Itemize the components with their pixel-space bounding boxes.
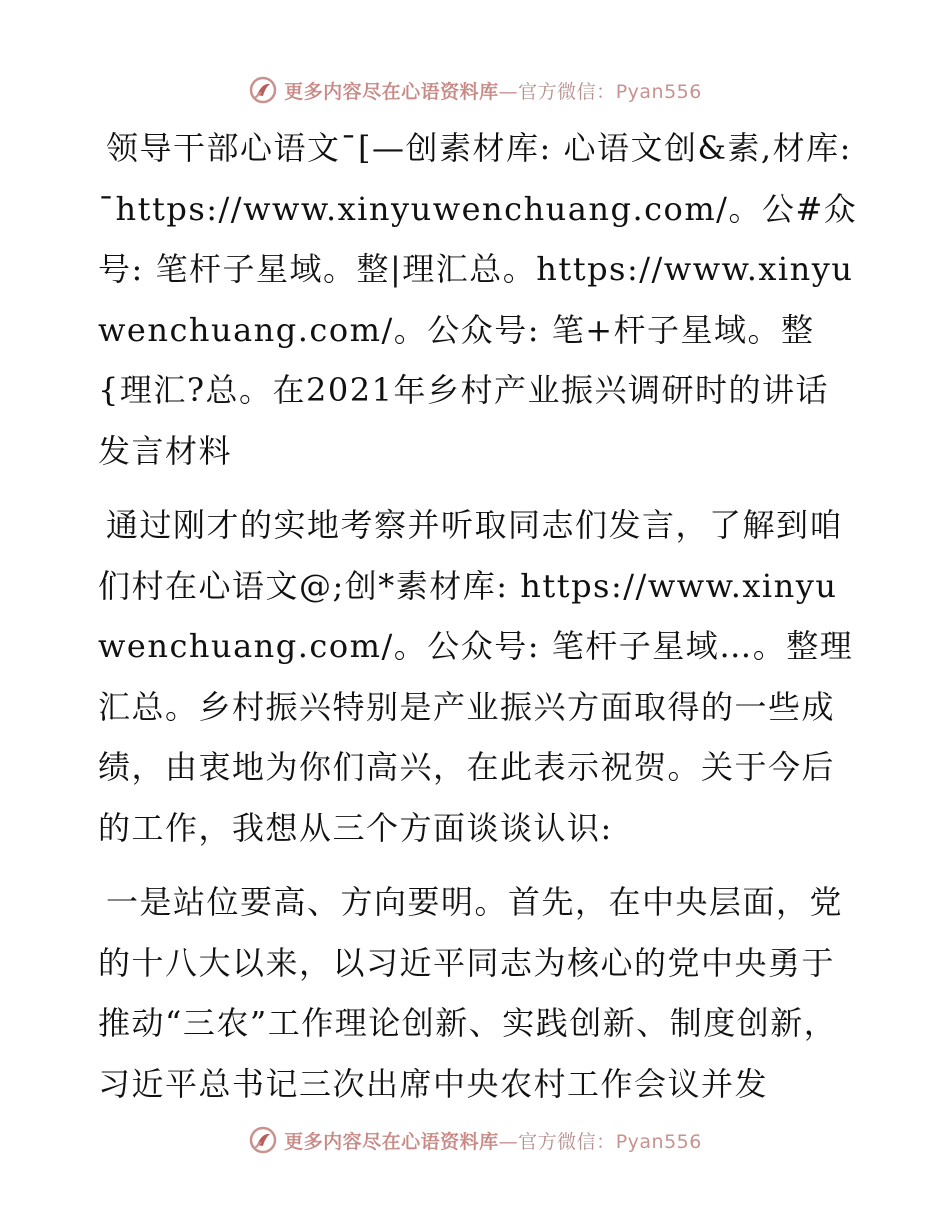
paragraph-title: 领导干部心语文¯[—创素材库: 心语文创&素,材库: ¯https://www.xinyuwenchuang.com/。公#众号: 笔杆子星域。整|理汇总。https://www.xinyuwenchuang.com/。公众号: 笔+杆子星域。整{理汇?总。在2021年乡村产业振兴调研时的讲话发言材料 [98, 129, 858, 470]
watermark-text: 更多内容尽在心语资料库—官方微信：Pyan556 [284, 1130, 702, 1153]
logo-icon [248, 75, 278, 105]
logo-icon [248, 1125, 278, 1155]
document-body [98, 118, 858, 1114]
header-watermark [0, 70, 950, 110]
watermark-text: 更多内容尽在心语资料库—官方微信：Pyan556 [284, 80, 702, 103]
footer-watermark [0, 1120, 950, 1160]
paragraph-point-one: 一是站位要高、方向要明。首先，在中央层面，党的十八大以来，以习近平同志为核心的党中央勇于推动“三农”工作理论创新、实践创新、制度创新，习近平总书记三次出席中央农村工作会议并发 [98, 883, 844, 1103]
paragraph-intro: 通过刚才的实地考察并听取同志们发言，了解到咱们村在心语文@;创*素材库: https://www.xinyuwenchuang.com/。公众号: 笔杆子星域…。整理汇总。乡村振兴特别是产业振兴方面取得的一些成绩，由衷地为你们高兴，在此表示祝贺。关于今后的工作，我想从三个方面谈谈认识: [98, 506, 854, 847]
